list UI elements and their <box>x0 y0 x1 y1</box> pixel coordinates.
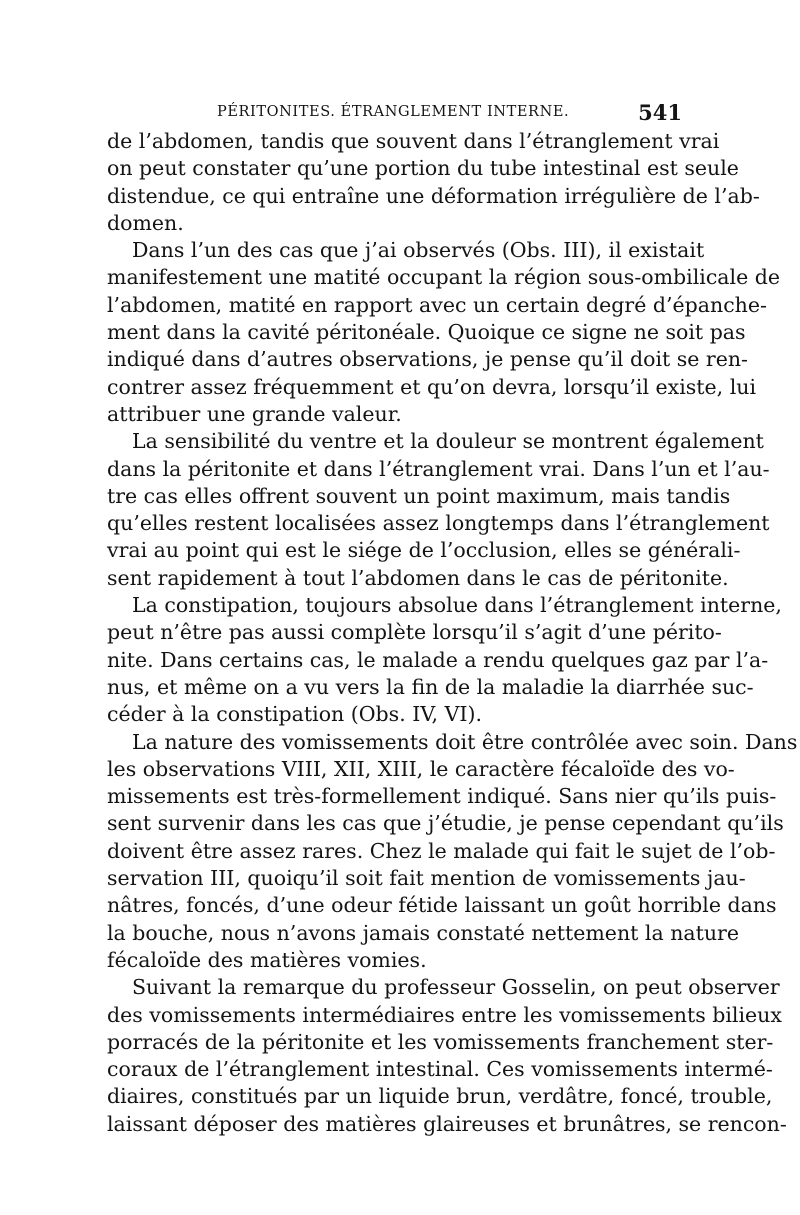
text-line: la bouche, nous n’avons jamais constaté nettement la nature <box>107 920 739 945</box>
text-line: porracés de la péritonite et les vomissements franchement ster- <box>107 1029 774 1054</box>
text-line: La nature des vomissements doit être contrôlée avec soin. Dans <box>132 729 798 754</box>
text-line: distendue, ce qui entraîne une déformation irrégulière de l’ab- <box>107 183 760 208</box>
text-line: ment dans la cavité péritonéale. Quoique ce signe ne soit pas <box>107 320 746 345</box>
body-text <box>107 128 798 1138</box>
text-line: on peut constater qu’une portion du tube intestinal est seule <box>107 156 739 181</box>
text-line: l’abdomen, matité en rapport avec un certain degré d’épanche- <box>107 292 767 317</box>
paragraph <box>107 428 770 592</box>
text-line: céder à la constipation (Obs. IV, VI). <box>107 702 483 727</box>
running-title: PÉRITONITES. ÉTRANGLEMENT INTERNE. <box>217 104 570 120</box>
text-line: indiqué dans d’autres observations, je pense qu’il doit se ren- <box>107 347 748 372</box>
text-line: nus, et même on a vu vers la fin de la maladie la diarrhée suc- <box>107 674 754 699</box>
paragraph <box>107 729 798 975</box>
text-line: diaires, constitués par un liquide brun, verdâtre, foncé, trouble, <box>107 1084 773 1109</box>
text-line: Dans l’un des cas que j’ai observés (Obs. III), il existait <box>132 238 705 263</box>
text-line: les observations VIII, XII, XIII, le caractère fécaloïde des vo- <box>107 756 735 781</box>
paragraph <box>107 974 787 1138</box>
text-line: contrer assez fréquemment et qu’on devra, lorsqu’il existe, lui <box>107 374 757 399</box>
paragraph <box>107 592 782 728</box>
text-line: qu’elles restent localisées assez longtemps dans l’étranglement <box>107 511 770 536</box>
text-line: peut n’être pas aussi complète lorsqu’il s’agit d’une périto- <box>107 620 722 645</box>
paragraph <box>107 237 780 428</box>
text-line: sent survenir dans les cas que j’étudie, je pense cependant qu’ils <box>107 811 784 836</box>
paragraph <box>107 128 760 237</box>
text-line: laissant déposer des matières glaireuses et brunâtres, se rencon- <box>107 1111 787 1136</box>
text-line: manifestement une matité occupant la région sous-ombilicale de <box>107 265 780 290</box>
text-line: des vomissements intermédiaires entre les vomissements bilieux <box>107 1002 782 1027</box>
text-line: domen. <box>107 210 184 235</box>
text-line: nite. Dans certains cas, le malade a rendu quelques gaz par l’a- <box>107 647 769 672</box>
text-line: doivent être assez rares. Chez le malade qui fait le sujet de l’ob- <box>107 838 776 863</box>
text-line: coraux de l’étranglement intestinal. Ces vomissements intermé- <box>107 1057 773 1082</box>
page-number: 541 <box>638 100 682 125</box>
text-line: fécaloïde des matières vomies. <box>107 947 427 972</box>
text-line: Suivant la remarque du professeur Gosselin, on peut observer <box>132 975 780 1000</box>
text-line: attribuer une grande valeur. <box>107 401 402 426</box>
text-line: sent rapidement à tout l’abdomen dans le cas de péritonite. <box>107 565 729 590</box>
text-line: vrai au point qui est le siége de l’occlusion, elles se générali- <box>107 538 741 563</box>
text-line: tre cas elles offrent souvent un point maximum, mais tandis <box>107 483 731 508</box>
text-line: missements est très-formellement indiqué. Sans nier qu’ils puis- <box>107 784 777 809</box>
text-line: dans la péritonite et dans l’étranglement vrai. Dans l’un et l’au- <box>107 456 770 481</box>
text-line: servation III, quoiqu’il soit fait mention de vomissements jau- <box>107 866 746 891</box>
running-head <box>107 100 682 124</box>
text-line: de l’abdomen, tandis que souvent dans l’étranglement vrai <box>107 129 720 153</box>
text-line: La constipation, toujours absolue dans l’étranglement interne, <box>132 593 782 618</box>
text-line: nâtres, foncés, d’une odeur fétide laissant un goût horrible dans <box>107 893 777 918</box>
text-line: La sensibilité du ventre et la douleur se montrent également <box>132 429 764 454</box>
